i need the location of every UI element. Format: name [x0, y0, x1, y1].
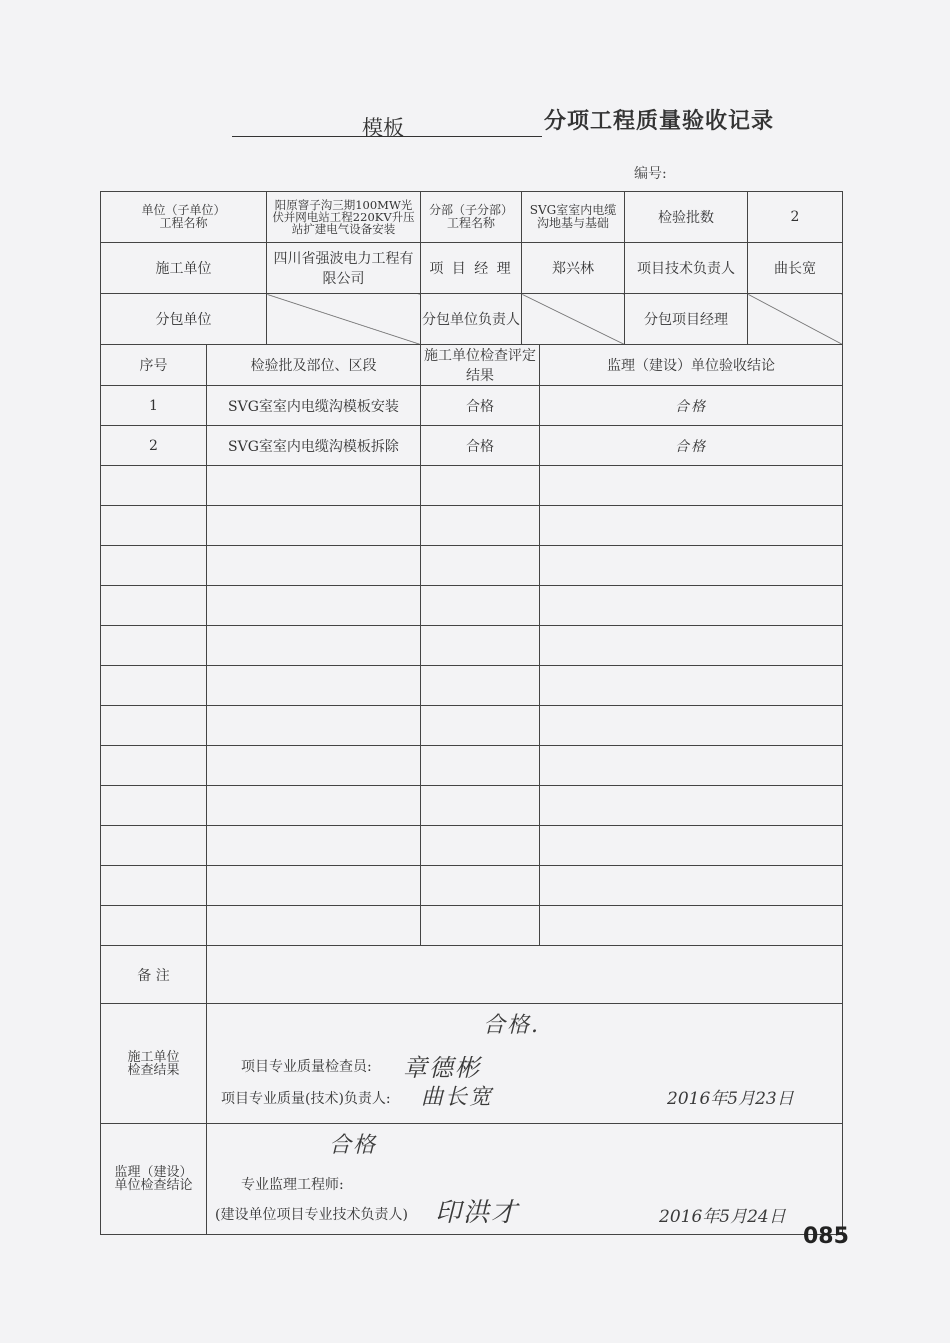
empty-row — [101, 626, 843, 666]
supervision-check-label: 监理（建设） 单位检查结论 — [101, 1124, 207, 1235]
batch-count-label: 检验批数 — [625, 192, 748, 243]
column-header-supervision-result: 监理（建设）单位验收结论 — [540, 345, 843, 386]
empty-row — [101, 746, 843, 786]
inspection-record-table — [100, 191, 843, 1235]
quality-lead-label: 项目专业质量(技术)负责人: — [221, 1091, 391, 1107]
empty-row — [101, 786, 843, 826]
row-seq: 2 — [101, 426, 207, 466]
owner-tech-lead-label: (建设单位项目专业技术负责人) — [215, 1207, 408, 1223]
serial-number-label: 编号: — [634, 166, 667, 182]
tech-lead-value: 曲长宽 — [748, 243, 843, 294]
contractor-check-block — [207, 1004, 842, 1123]
column-header-part: 检验批及部位、区段 — [207, 345, 421, 386]
empty-row — [101, 466, 843, 506]
quality-lead-signature: 曲长宽 — [421, 1085, 494, 1110]
division-name-label: 分部（子分部） 工程名称 — [421, 192, 522, 243]
row-part: SVG室室内电缆沟模板拆除 — [207, 426, 421, 466]
empty-row — [101, 666, 843, 706]
subcontractor-pm-label: 分包项目经理 — [625, 294, 748, 345]
subcontractor-pm-value-blank — [748, 294, 843, 345]
supervision-check-block — [207, 1124, 842, 1234]
empty-row — [101, 546, 843, 586]
subcontractor-label: 分包单位 — [101, 294, 267, 345]
project-manager-value: 郑兴林 — [522, 243, 625, 294]
empty-row — [101, 906, 843, 946]
subcontractor-lead-value-blank — [522, 294, 625, 345]
project-manager-label: 项 目 经 理 — [421, 243, 522, 294]
inspector-label: 项目专业质量检查员: — [241, 1059, 372, 1075]
contractor-label: 施工单位 — [101, 243, 267, 294]
row-result: 合格 — [421, 386, 540, 426]
contractor-check-label: 施工单位 检查结果 — [101, 1004, 207, 1124]
contractor-handwritten-result: 合格. — [483, 1013, 540, 1038]
title-main: 分项工程质量验收记录 — [544, 109, 775, 134]
page-title — [232, 100, 832, 140]
subcontractor-value-blank — [267, 294, 421, 345]
remarks-label: 备 注 — [101, 946, 207, 1004]
empty-row — [101, 506, 843, 546]
division-name-value: SVG室室内电缆沟地基与基础 — [522, 192, 625, 243]
row-seq: 1 — [101, 386, 207, 426]
inspector-signature: 章德彬 — [403, 1054, 481, 1082]
empty-row — [101, 866, 843, 906]
column-header-contractor-result: 施工单位检查评定结果 — [421, 345, 540, 386]
subcontractor-lead-label: 分包单位负责人 — [421, 294, 522, 345]
table-row — [101, 426, 843, 466]
row-conclusion-handwritten: 合格 — [540, 386, 843, 426]
supervision-handwritten-result: 合格 — [329, 1133, 378, 1158]
column-header-seq: 序号 — [101, 345, 207, 386]
row-conclusion-handwritten: 合格 — [540, 426, 843, 466]
unit-name-label: 单位（子单位） 工程名称 — [101, 192, 267, 243]
row-part: SVG室室内电缆沟模板安装 — [207, 386, 421, 426]
supervision-check-date: 2016年5月24日 — [659, 1207, 786, 1227]
contractor-value: 四川省强波电力工程有限公司 — [267, 243, 421, 294]
unit-name-value: 阳原窨子沟三期100MW光伏并网电站工程220KV升压站扩建电气设备安装 — [267, 192, 421, 243]
contractor-check-date: 2016年5月23日 — [667, 1089, 794, 1109]
batch-count-value: 2 — [748, 192, 843, 243]
title-subject: 模板 — [362, 116, 404, 140]
tech-lead-label: 项目技术负责人 — [625, 243, 748, 294]
remarks-value — [207, 946, 843, 1004]
supervision-engineer-label: 专业监理工程师: — [241, 1177, 344, 1193]
empty-row — [101, 706, 843, 746]
empty-row — [101, 586, 843, 626]
empty-row — [101, 826, 843, 866]
table-row — [101, 386, 843, 426]
row-result: 合格 — [421, 426, 540, 466]
page-number: 085 — [803, 1224, 849, 1249]
supervision-signature: 印洪才 — [435, 1198, 520, 1228]
